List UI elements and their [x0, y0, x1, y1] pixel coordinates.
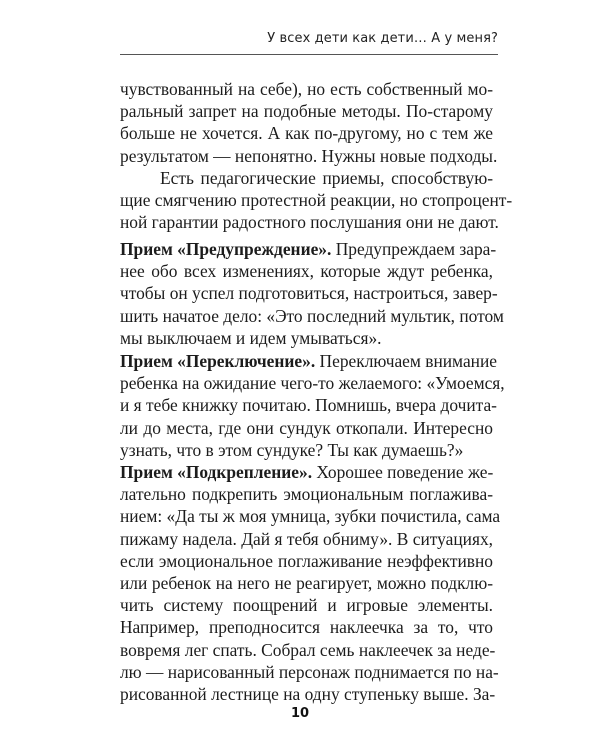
- text-line: нее обо всех изменениях, которые ждут ребенка,: [120, 261, 493, 282]
- text-line: Например, преподносится наклеечка за то, что: [120, 617, 493, 638]
- text-line: лательно подкрепить эмоциональным поглажива-: [120, 484, 493, 505]
- text-line: чить систему поощрений и игровые элементы.: [120, 595, 493, 616]
- text-line: вовремя лег спать. Собрал семь наклеечек за неде-: [120, 639, 496, 660]
- technique-title: Прием «Переключение».: [120, 351, 316, 371]
- text-line: [120, 238, 497, 260]
- text-line: рисованной лестнице на одну ступеньку выше. За-: [120, 684, 496, 705]
- paragraph-warning-technique: [120, 238, 504, 349]
- text-line: или ребенок на него не реагирует, можно подклю-: [120, 573, 493, 594]
- paragraph-intro-techniques: [120, 167, 513, 234]
- text-line: ребенка на ожидание чего-то желаемого: «Умоемся,: [120, 373, 505, 394]
- header-rule: [120, 54, 498, 55]
- text-line: если эмоциональное поглаживание неэффективно: [120, 550, 493, 571]
- text-fragment: Предупреждаем зара-: [331, 239, 497, 259]
- technique-title: Прием «Подкрепление».: [120, 462, 313, 482]
- text-line: ной гарантии радостного послушания они не дают.: [120, 212, 499, 233]
- text-fragment: Переключаем внимание: [315, 351, 497, 371]
- text-line: чувствованный на себе), но есть собственный мо-: [120, 79, 493, 99]
- technique-title: Прием «Предупреждение».: [120, 239, 332, 259]
- text-line: лю — нарисованный персонаж поднимается по на-: [120, 661, 499, 682]
- text-line: и я тебе книжку почитаю. Помнишь, вчера дочита-: [120, 395, 497, 416]
- text-line: [120, 461, 493, 483]
- text-line: пижаму надела. Дай я тебя обниму». В ситуациях,: [120, 528, 493, 549]
- text-line: нием: «Да ты ж моя умница, зубки почистила, сама: [120, 506, 501, 527]
- text-line: Есть педагогические приемы, способствую-: [160, 167, 493, 188]
- page-number: 10: [290, 706, 310, 721]
- text-line: мы выключаем и идем умываться».: [120, 327, 382, 348]
- text-line: чтобы он успел подготовиться, настроиться, завер-: [120, 283, 498, 304]
- running-header: У всех дети как дети… А у меня?: [267, 31, 498, 46]
- text-line: щие смягчению протестной реакции, но стопроцент-: [120, 190, 513, 210]
- paragraph-switching-technique: [120, 350, 505, 461]
- text-line: больше не хочется. А как по-другому, но с тем же: [120, 123, 493, 144]
- text-line: ральный запрет на подобные методы. По-старому: [120, 101, 493, 122]
- text-line: результатом — непонятно. Нужны новые подходы.: [120, 145, 498, 166]
- paragraph-continuation: [120, 78, 498, 167]
- paragraph-reinforcement-technique: [120, 461, 501, 705]
- text-line: ли до места, где они сундук откопали. Интересно: [120, 417, 493, 438]
- text-fragment: Хорошее поведение же-: [312, 462, 494, 482]
- text-line: [120, 350, 497, 372]
- text-line: узнать, что в этом сундуке? Ты как думаешь?»: [120, 439, 464, 460]
- text-line: шить начатое дело: «Это последний мультик, потом: [120, 305, 504, 326]
